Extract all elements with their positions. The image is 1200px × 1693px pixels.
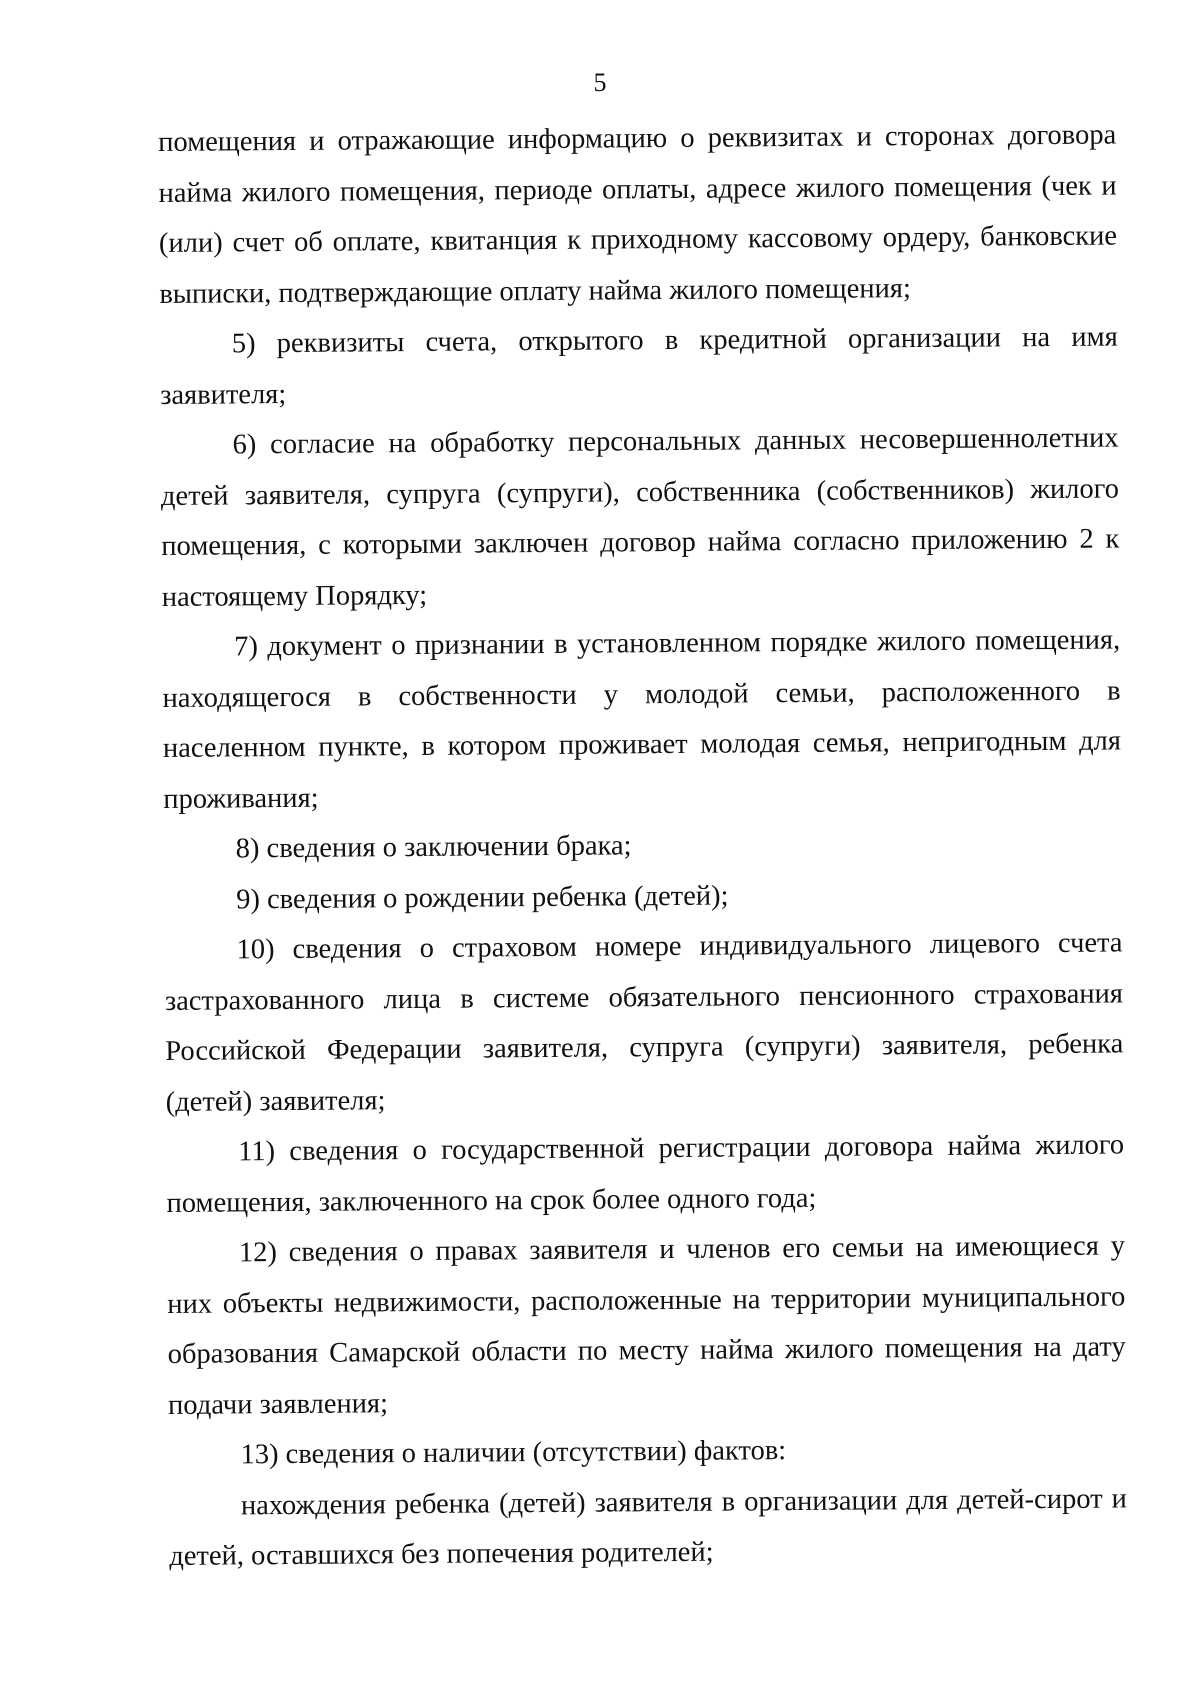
list-item-5: 5) реквизиты счета, открытого в кредитной организации на имя заявителя; (160, 321, 1118, 411)
document-body (158, 110, 1127, 1582)
list-item-11: 11) сведения о государственной регистрации договора найма жилого помещения, заключенного на срок более одного года; (166, 1129, 1125, 1219)
list-item-13: 13) сведения о наличии (отсутствии) фактов: (240, 1435, 787, 1471)
list-item-10: 10) сведения о страховом номере индивидуального лицевого счета застрахованного лица в системе обязательного пенсионного страхования Российской Федерации заявителя, супруга (супруги) заявителя, ребенка (детей) заявителя; (164, 927, 1124, 1118)
paragraph-continuation: помещения и отражающие информацию о реквизитах и сторонах договора найма жилого помещения, периоде оплаты, адресе жилого помещения (чек и (или) счет об оплате, квитанция к приходному кассовому ордеру, банковские выписки, подтверждающие оплату найма жилого помещения; (158, 119, 1118, 310)
list-item-6: 6) согласие на обработку персональных данных несовершеннолетних детей заявителя, супруга (супруги), собственника (собственников) жилого помещения, с которыми заключен договор найма согласно приложению 2 к настоящему Порядку; (160, 422, 1120, 613)
sub-item-orphan-organization: нахождения ребенка (детей) заявителя в организации для детей-сирот и детей, оставшихся без попечения родителей; (169, 1482, 1127, 1572)
list-item-12: 12) сведения о правах заявителя и членов его семьи на имеющиеся у них объекты недвижимости, расположенные на территории муниципального образования Самарской области по месту найма жилого помещения на дату подачи заявления; (167, 1230, 1126, 1421)
list-item-9: 9) сведения о рождении ребенка (детей); (236, 880, 729, 915)
list-item-8: 8) сведения о заключении брака; (235, 830, 632, 865)
page-number: 5 (593, 68, 607, 97)
list-item-7: 7) документ о признании в установленном порядке жилого помещения, находящегося в собственности у молодой семьи, расположенного в населенном пункте, в котором проживает молодая семья, непригодным для проживания; (162, 624, 1122, 815)
